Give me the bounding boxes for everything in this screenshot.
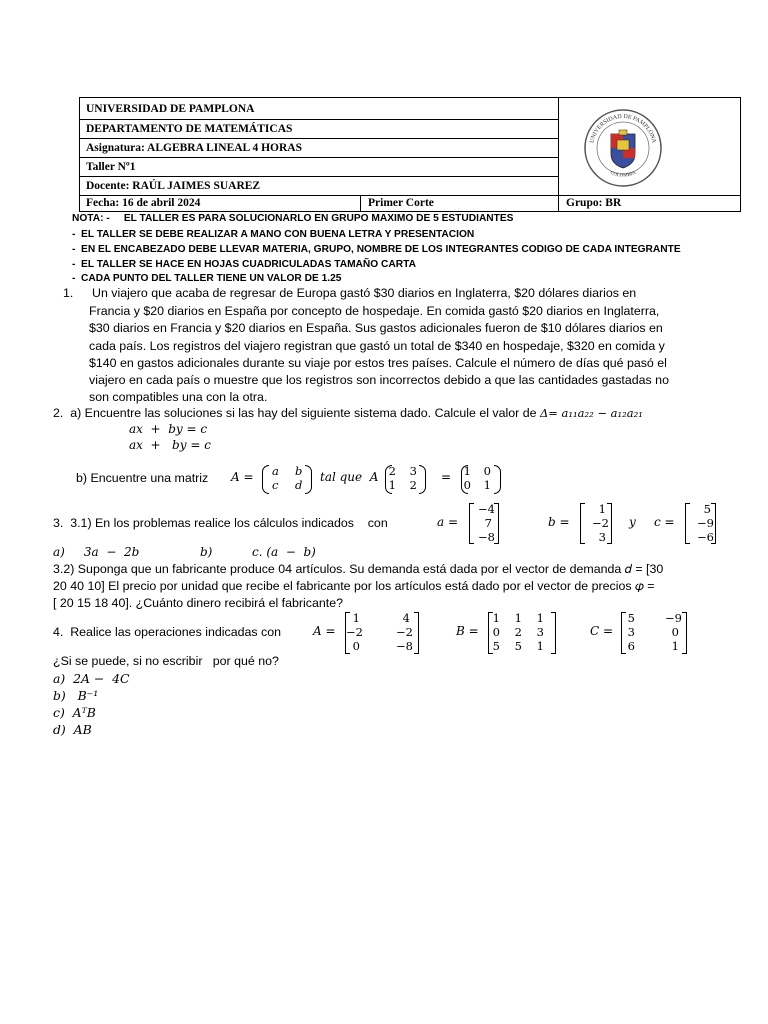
item-b-expression: b) 𝐵⁻¹ — [53, 688, 99, 703]
problem31-text: 3. 3.1) En los problemas realice los cálculos indicados con — [53, 516, 388, 530]
matrix-B-cell: 5 — [492, 639, 500, 653]
matrix-B-label: 𝐵 = — [456, 624, 479, 638]
matrix-C-right-bracket — [682, 612, 687, 654]
matrix-abcd-right-paren — [305, 465, 312, 494]
matrix-C-cell: 6 — [627, 639, 635, 653]
vector-b-cell: 1 — [598, 502, 606, 516]
group-text: Grupo: BR — [566, 197, 622, 209]
matrix-A-label: 𝐴 = — [313, 624, 336, 638]
teacher-name: Docente: RAÚL JAIMES SUAREZ — [86, 180, 261, 192]
vector-c-cell: 5 — [703, 502, 711, 516]
problem4-item-b — [53, 687, 98, 706]
seal-bottom-text: COLOMBIA — [609, 170, 637, 179]
matrix-C-cell: 1 — [671, 639, 679, 653]
identity-cell: 1 — [483, 478, 491, 492]
date-text: Fecha: 16 de abril 2024 — [86, 197, 201, 209]
matrix-B-cell: 1 — [492, 611, 500, 625]
note-line-1: NOTA: - EL TALLER ES PARA SOLUCIONARLO EN GRUPO MAXIMO DE 5 ESTUDIANTES — [72, 213, 514, 224]
date-row — [80, 196, 740, 211]
matrix-C-label: 𝐶 = — [590, 624, 614, 638]
matrix-B-cell: 1 — [536, 639, 544, 653]
problem2a-prompt: 2. a) Encuentre las soluciones si las hay del siguiente sistema dado. Calcule el valor de — [53, 406, 540, 420]
problem1-line-7: son compatibles una con la otra. — [89, 390, 268, 404]
matrix-A-right-bracket — [414, 612, 419, 654]
subject-line: Asignatura: ALGEBRA LINEAL 4 HORAS — [80, 139, 558, 158]
system-equation-1: 𝑎𝑥 + 𝑏𝑦 = 𝑐 — [129, 422, 208, 436]
matrix-C-cell: −9 — [665, 611, 682, 625]
matrix-abcd-left-paren — [262, 465, 269, 494]
matrix-m-cell: 2 — [388, 464, 396, 478]
matrix-B-cell: 0 — [492, 625, 500, 639]
problem1-line-1: Un viajero que acaba de regresar de Europa gastó $30 diarios en Inglaterra, $20 dólares diarios en — [92, 286, 637, 300]
vector-c-label: 𝑐 = — [654, 515, 675, 529]
note-line-2: - EL TALLER SE DEBE REALIZAR A MANO CON BUENA LETRA Y PRESENTACION — [72, 229, 475, 240]
matrix-C-cell: 0 — [671, 625, 679, 639]
vector-a-right-bracket — [494, 503, 499, 544]
term-text: Primer Corte — [368, 197, 434, 209]
problem32-line-3: [ 20 15 18 40]. ¿Cuánto dinero recibirá el fabricante? — [53, 596, 343, 610]
matrix-abcd-cell: 𝑏 — [295, 464, 303, 478]
matrix-m-cell: 3 — [409, 464, 417, 478]
identity-cell: 1 — [463, 464, 471, 478]
vector-c-left-bracket — [685, 503, 690, 544]
problem4-question: ¿Si se puede, si no escribir por qué no? — [53, 654, 279, 668]
vector-y-conjunction: 𝑦 — [629, 515, 636, 529]
matrix-A-cell: 1 — [352, 611, 360, 625]
identity-cell: 0 — [463, 478, 471, 492]
vector-b-left-bracket — [580, 503, 585, 544]
vector-c-cell: −6 — [697, 530, 714, 544]
university-name: UNIVERSIDAD DE PAMPLONA — [80, 98, 558, 120]
operation-a: 𝑎) 3𝑎 − 2𝑏 — [53, 545, 140, 559]
problem4-item-d — [53, 721, 92, 740]
matrix-A-cell: −2 — [346, 625, 363, 639]
problem1-line-3: $30 diarios en Francia y $20 diarios en España. Sus gastos adicionales fueron de $10 dólares diarios en — [89, 321, 663, 335]
matrix-B-cell: 1 — [514, 611, 522, 625]
vector-a-left-bracket — [469, 503, 474, 544]
matrix-m-cell: 1 — [388, 478, 396, 492]
header-table — [79, 97, 741, 212]
vector-c-cell: −9 — [697, 516, 714, 530]
vector-a-cell: 7 — [484, 516, 492, 530]
identity-cell: 0 — [483, 464, 491, 478]
matrix-A-cell: 4 — [402, 611, 410, 625]
operation-c: 𝑐. (𝑎 − 𝑏) — [252, 545, 316, 559]
problem2b-A-label: 𝐴 = — [231, 470, 254, 484]
matrix-m-right-paren — [419, 465, 426, 494]
vector-a-cell: −4 — [478, 502, 495, 516]
item-d-expression: d) 𝐴𝐵 — [53, 722, 92, 737]
matrix-B-cell: 5 — [514, 639, 522, 653]
problem2b-text: b) Encuentre una matriz — [76, 471, 212, 485]
vector-b-right-bracket — [607, 503, 612, 544]
matrix-B-right-bracket — [551, 612, 556, 654]
identity-right-paren — [494, 465, 501, 494]
problem4-item-a — [53, 670, 130, 689]
problem1-line-5: $140 en gastos adicionales durante su viaje por estos tres países. Calcule el número de días qué pasó el — [89, 356, 667, 370]
vector-b-cell: 3 — [598, 530, 606, 544]
vector-c-right-bracket — [711, 503, 716, 544]
matrix-C-cell: 3 — [627, 625, 635, 639]
vector-a-cell: −8 — [478, 530, 495, 544]
item-c-expression: c) 𝐴ᵀ𝐵 — [53, 705, 96, 720]
header-divider — [558, 98, 559, 211]
date-separator — [360, 196, 361, 211]
operation-b: 𝑏) — [200, 545, 213, 559]
university-seal-icon — [583, 108, 663, 188]
delta-formula: Δ= 𝑎₁₁𝑎₂₂ − 𝑎₁₂𝑎₂₁ — [539, 406, 643, 420]
matrix-abcd-cell: 𝑑 — [295, 478, 303, 492]
seal-top-text: UNIVERSIDAD DE PAMPLONA — [589, 113, 657, 144]
note-line-5: - CADA PUNTO DEL TALLER TIENE UN VALOR DE 1.25 — [72, 273, 342, 284]
matrix-abcd-cell: 𝑐 — [272, 478, 279, 492]
problem2b-equals: = — [441, 470, 452, 484]
problem32-line-2: 20 40 10] El precio por unidad que recibe el fabricante por los artículos está dado por el vector de precios 𝜑 = — [53, 579, 655, 593]
note-line-4: - EL TALLER SE HACE EN HOJAS CUADRICULADAS TAMAÑO CARTA — [72, 259, 416, 270]
problem2b-such-that: 𝑡𝑎𝑙 𝑞𝑢𝑒 𝐴 — [320, 470, 379, 484]
matrix-B-cell: 2 — [514, 625, 522, 639]
matrix-A-cell: −2 — [396, 625, 413, 639]
problem1-number: 1. — [63, 286, 74, 300]
matrix-B-cell: 1 — [536, 611, 544, 625]
matrix-B-cell: 3 — [536, 625, 544, 639]
vector-b-cell: −2 — [592, 516, 609, 530]
problem4-text: 4. Realice las operaciones indicadas con — [53, 625, 281, 639]
problem4-item-c — [53, 704, 96, 723]
matrix-abcd-cell: 𝑎 — [272, 464, 279, 478]
matrix-A-cell: −8 — [396, 639, 413, 653]
system-equation-2: 𝑎𝑥 + 𝑏𝑦 = 𝑐 — [129, 438, 211, 452]
problem2a-text — [53, 405, 643, 423]
matrix-C-cell: 5 — [627, 611, 635, 625]
item-a-expression: a) 2𝐴 − 4𝐶 — [53, 671, 130, 686]
problem1-line-2: Francia y $20 diarios en España por concepto de hospedaje. En comida gastó $20 diarios en Inglaterra, — [89, 304, 660, 318]
problem32-line-1: 3.2) Suponga que un fabricante produce 04 artículos. Su demanda está dada por el vector de demanda 𝑑 = [30 — [53, 562, 664, 576]
workshop-number: Taller Nº1 — [80, 158, 558, 177]
note-line-3: - EN EL ENCABEZADO DEBE LLEVAR MATERIA, GRUPO, NOMBRE DE LOS INTEGRANTES CODIGO DE CADA INTEGRANTE — [72, 244, 681, 255]
matrix-m-cell: 2 — [409, 478, 417, 492]
problem1-line-4: cada país. Los registros del viajero registran que gastó un total de $340 en hospedaje, $320 en comida y — [89, 339, 665, 353]
department-name: DEPARTAMENTO DE MATEMÁTICAS — [80, 120, 558, 139]
problem1-line-6: viajero en cada país o muestre que los registros son incorrectos debido a que las cantidades gastadas no — [89, 373, 669, 387]
matrix-A-cell: 0 — [352, 639, 360, 653]
vector-a-label: 𝑎 = — [437, 515, 459, 529]
vector-b-label: 𝑏 = — [548, 515, 570, 529]
